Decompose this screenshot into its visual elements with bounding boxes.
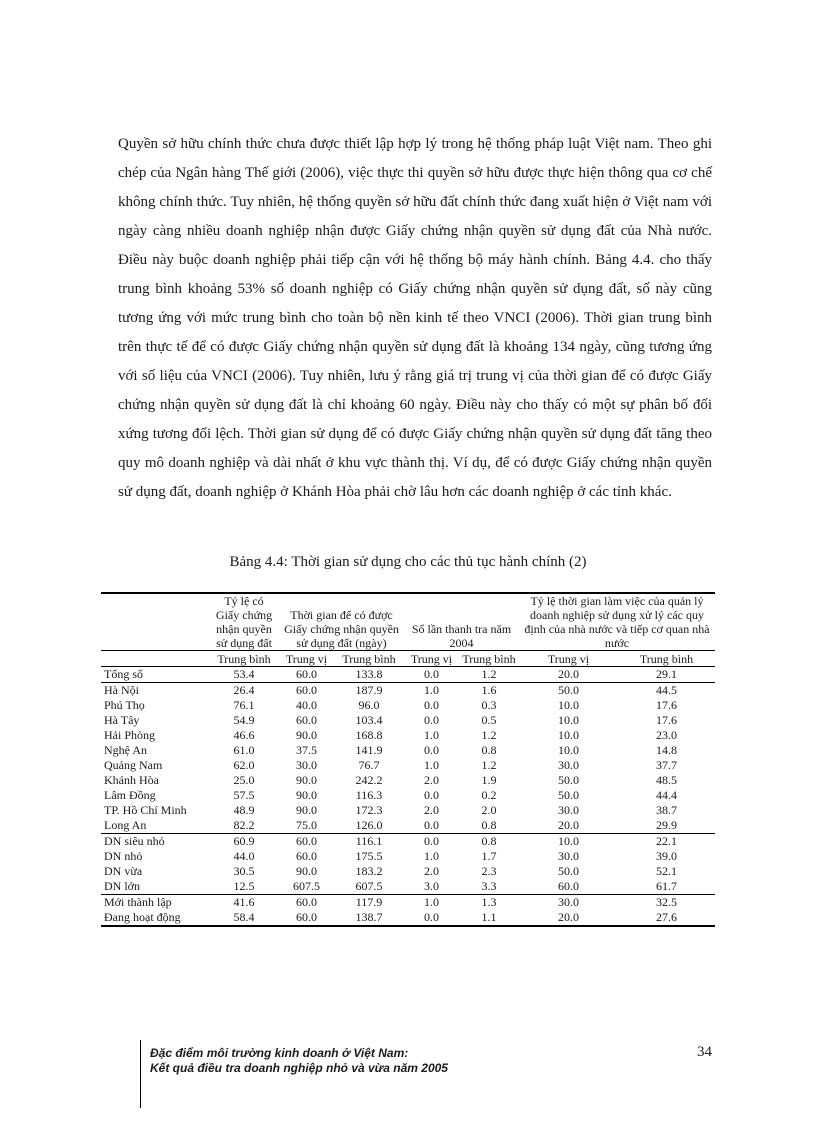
table-cell: 10.0: [558, 728, 579, 742]
table-cell: 25.0: [233, 773, 255, 787]
table-cell: 126.0: [355, 818, 383, 832]
header-blank: [101, 593, 209, 651]
table-cell: 60.0: [296, 849, 317, 863]
table-cell: 242.2: [355, 773, 383, 787]
row-label: Phú Thọ: [104, 698, 145, 712]
row-label: Long An: [104, 818, 147, 832]
table-row: [101, 758, 715, 773]
table-cell: 61.0: [233, 743, 255, 757]
table-cell: 116.3: [355, 788, 383, 802]
table-row: [101, 864, 715, 879]
table-row: [101, 849, 715, 864]
table-cell: 0.0: [424, 713, 439, 727]
table-cell: 0.8: [481, 743, 497, 757]
table-cell: 30.0: [558, 803, 579, 817]
table-cell: 172.3: [355, 803, 383, 817]
table-row: [101, 910, 715, 926]
subheader-cell: Trung bình: [618, 651, 715, 667]
table-cell: 0.0: [424, 910, 439, 924]
table-cell: 44.5: [618, 683, 715, 699]
table-cell: 37.5: [296, 743, 317, 757]
row-label: DN nhỏ: [104, 849, 143, 863]
table-cell: 3.0: [424, 879, 439, 893]
table-cell: 48.5: [656, 773, 677, 787]
table-cell: 39.0: [656, 849, 677, 863]
table-cell: 76.1: [233, 698, 255, 712]
table-row: [101, 683, 715, 699]
table-cell: 27.6: [656, 910, 677, 924]
table-cell: 60.0: [296, 910, 317, 924]
table-cell: 60.0: [279, 895, 334, 911]
header-inspections: Số lần thanh tra năm 2004: [411, 622, 512, 650]
table-cell: 175.5: [355, 849, 383, 863]
table-row: [101, 879, 715, 895]
table-cell: 0.0: [404, 834, 459, 850]
table-cell: 0.5: [481, 713, 497, 727]
table-cell: 117.9: [334, 895, 404, 911]
table-cell: 133.8: [355, 667, 383, 681]
admin-procedures-table: [101, 592, 715, 927]
table-cell: 75.0: [296, 818, 317, 832]
table-cell: 168.8: [355, 728, 383, 742]
table-cell: 1.2: [481, 758, 497, 772]
table-cell: 1.2: [481, 667, 497, 681]
table-row: [101, 818, 715, 834]
table-cell: 62.0: [233, 758, 255, 772]
table-cell: 10.0: [558, 698, 579, 712]
table-header-row: [101, 593, 715, 651]
table-cell: 2.0: [481, 803, 497, 817]
table-cell: 44.4: [656, 788, 677, 802]
table-row: [101, 743, 715, 758]
table-cell: 20.0: [558, 818, 579, 832]
table-row: [101, 803, 715, 818]
table-row: [101, 834, 715, 850]
table-cell: 2.0: [424, 864, 439, 878]
table-cell: 29.9: [656, 818, 677, 832]
table-cell: 50.0: [558, 864, 579, 878]
table-cell: 187.9: [334, 683, 404, 699]
table-cell: 29.1: [656, 667, 677, 681]
row-label: Khánh Hòa: [104, 773, 159, 787]
table-cell: 3.3: [481, 879, 497, 893]
table-cell: 38.7: [656, 803, 677, 817]
row-label: DN vừa: [104, 864, 143, 878]
table-cell: 10.0: [519, 834, 618, 850]
table-cell: 0.0: [424, 698, 439, 712]
table-cell: 20.0: [558, 667, 579, 681]
row-label: Quảng Nam: [104, 758, 163, 772]
row-label: TP. Hồ Chí Minh: [104, 803, 187, 817]
table-subheader-row: [101, 651, 715, 667]
row-label: Nghệ An: [104, 743, 147, 757]
table-cell: 90.0: [296, 728, 317, 742]
table-cell: 0.0: [424, 667, 439, 681]
table-row: [101, 698, 715, 713]
header-mgmt-time: Tỷ lệ thời gian làm việc của quản lý doanh nghiệp sử dụng xử lý các quy định của nhà nước và tiếp cơ quan nhà nước: [524, 594, 710, 650]
table-row: [101, 788, 715, 803]
table-cell: 50.0: [519, 683, 618, 699]
table-cell: 183.2: [355, 864, 383, 878]
table-cell: 50.0: [558, 773, 579, 787]
table-cell: 58.4: [233, 910, 255, 924]
body-paragraph: Quyền sở hữu chính thức chưa được thiết lập hợp lý trong hệ thống pháp luật Việt nam. Theo ghi chép của Ngân hàng Thế giới (2006), việc thực thi quyền sở hữu được thực hiện thông qua cơ chế không chính thức. Tuy nhiên, hệ thống quyền sở hữu đất chính thức đang xuất hiện ở Việt nam với ngày càng nhiều doanh nghiệp nhận được Giấy chứng nhận quyền sử dụng đất của Nhà nước. Điều này buộc doanh nghiệp phải tiếp cận với hệ thống bộ máy hành chính. Bảng 4.4. cho thấy trung bình khoảng 53% số doanh nghiệp có Giấy chứng nhận quyền sử dụng đất, số này cũng tương ứng với mức trung bình cho toàn bộ nền kinh tế theo VNCI (2006). Thời gian trung bình trên thực tế để có được Giấy chứng nhận quyền sử dụng đất là khoảng 134 ngày, cũng tương ứng với số liệu của VNCI (2006). Tuy nhiên, lưu ý rằng giá trị trung vị của thời gian để có được Giấy chứng nhận quyền sử dụng đất là chỉ khoảng 60 ngày. Điều này cho thấy có một sự phân bố đối xứng tương đối lệch. Thời gian sử dụng để có được Giấy chứng nhận quyền sử dụng đất tăng theo quy mô doanh nghiệp và dài nhất ở khu vực thành thị. Ví dụ, để có được Giấy chứng nhận quyền sử dụng đất, doanh nghiệp ở Khánh Hòa phải chờ lâu hơn các doanh nghiệp ở các tỉnh khác.: [118, 136, 712, 500]
subheader-blank: [101, 651, 209, 667]
footer-divider: [140, 1040, 141, 1108]
table-cell: 0.8: [459, 834, 519, 850]
table-cell: 30.5: [233, 864, 255, 878]
table-cell: 50.0: [558, 788, 579, 802]
table-cell: 30.0: [519, 895, 618, 911]
subheader-cell: Trung bình: [209, 651, 279, 667]
table-cell: 1.0: [424, 849, 439, 863]
table-cell: 1.0: [424, 758, 439, 772]
table-cell: 1.6: [459, 683, 519, 699]
table-row: [101, 728, 715, 743]
table-cell: 60.0: [279, 834, 334, 850]
table-cell: 2.0: [424, 773, 439, 787]
table-cell: 14.8: [656, 743, 677, 757]
table-cell: 90.0: [296, 788, 317, 802]
table-cell: 1.0: [424, 728, 439, 742]
table-cell: 0.2: [481, 788, 497, 802]
table-cell: 0.0: [424, 818, 439, 832]
table-cell: 22.1: [618, 834, 715, 850]
table-cell: 44.0: [233, 849, 255, 863]
table-cell: 53.4: [233, 667, 255, 681]
table-cell: 1.9: [481, 773, 497, 787]
table-cell: 10.0: [558, 713, 579, 727]
table-cell: 60.9: [209, 834, 279, 850]
table-cell: 60.0: [296, 667, 317, 681]
table-row: [101, 895, 715, 911]
table-caption: Bảng 4.4: Thời gian sử dụng cho các thủ tục hành chính (2): [229, 554, 587, 570]
table-cell: 2.3: [481, 864, 497, 878]
row-label: DN lớn: [104, 879, 141, 893]
table-cell: 60.0: [558, 879, 579, 893]
table-cell: 138.7: [355, 910, 383, 924]
table-cell: 60.0: [296, 713, 317, 727]
page-number: 34: [697, 1044, 712, 1060]
table-cell: 116.1: [334, 834, 404, 850]
table-cell: 30.0: [296, 758, 317, 772]
row-label: Lâm Đồng: [104, 788, 156, 802]
table-cell: 17.6: [656, 713, 677, 727]
table-cell: 17.6: [656, 698, 677, 712]
table-cell: 54.9: [233, 713, 255, 727]
table-cell: 1.0: [404, 683, 459, 699]
row-label: Mới thành lập: [101, 895, 209, 911]
table-cell: 30.0: [558, 849, 579, 863]
table-cell: 90.0: [296, 864, 317, 878]
table-cell: 2.0: [424, 803, 439, 817]
table-cell: 37.7: [656, 758, 677, 772]
table-cell: 90.0: [296, 773, 317, 787]
row-label: Đang hoạt động: [104, 910, 181, 924]
subheader-cell: Trung vị: [404, 651, 459, 667]
table-cell: 26.4: [209, 683, 279, 699]
footer-title: [150, 1046, 448, 1076]
table-cell: 40.0: [296, 698, 317, 712]
table-cell: 0.3: [481, 698, 497, 712]
header-land-cert-time: Thời gian để có được Giấy chứng nhận quyền sử dụng đất (ngày): [284, 608, 399, 650]
row-label: Tổng số: [104, 667, 143, 681]
table-cell: 0.0: [424, 743, 439, 757]
table-cell: 607.5: [355, 879, 383, 893]
table-cell: 607.5: [293, 879, 320, 893]
table-cell: 57.5: [233, 788, 255, 802]
table-cell: 46.6: [233, 728, 255, 742]
table-cell: 48.9: [233, 803, 255, 817]
table-cell: 1.1: [481, 910, 497, 924]
table-cell: 96.0: [358, 698, 380, 712]
table-cell: 52.1: [656, 864, 677, 878]
row-label: Hà Tây: [104, 713, 140, 727]
table-cell: 1.7: [481, 849, 497, 863]
row-label: Hải Phòng: [104, 728, 155, 742]
subheader-cell: Trung vị: [519, 651, 618, 667]
table-cell: 0.0: [424, 788, 439, 802]
table-cell: 76.7: [358, 758, 380, 772]
table-body: [101, 667, 715, 927]
table-cell: 103.4: [355, 713, 383, 727]
header-land-cert-rate: Tỷ lệ có Giấy chứng nhận quyền sử dụng đất: [215, 594, 273, 650]
table-cell: 10.0: [558, 743, 579, 757]
table-row: [101, 773, 715, 788]
footer-line-2: Kết quả điều tra doanh nghiệp nhỏ và vừa năm 2005: [150, 1061, 448, 1075]
row-label: DN siêu nhỏ: [101, 834, 209, 850]
table-cell: 1.3: [459, 895, 519, 911]
table-row: [101, 667, 715, 683]
table-cell: 82.2: [233, 818, 255, 832]
table-cell: 20.0: [558, 910, 579, 924]
table-cell: 30.0: [558, 758, 579, 772]
table-cell: 1.2: [481, 728, 497, 742]
footer-line-1: Đặc điểm môi trường kinh doanh ở Việt Nam:: [150, 1046, 409, 1060]
table-cell: 60.0: [279, 683, 334, 699]
table-cell: 1.0: [404, 895, 459, 911]
table-cell: 90.0: [296, 803, 317, 817]
table-cell: 0.8: [481, 818, 497, 832]
table-cell: 23.0: [656, 728, 677, 742]
table-cell: 61.7: [656, 879, 677, 893]
table-cell: 141.9: [355, 743, 383, 757]
table-cell: 12.5: [233, 879, 255, 893]
subheader-cell: Trung bình: [334, 651, 404, 667]
table-row: [101, 713, 715, 728]
table-cell: 32.5: [618, 895, 715, 911]
row-label: Hà Nội: [101, 683, 209, 699]
subheader-cell: Trung vị: [279, 651, 334, 667]
table-cell: 41.6: [209, 895, 279, 911]
subheader-cell: Trung bình: [459, 651, 519, 667]
